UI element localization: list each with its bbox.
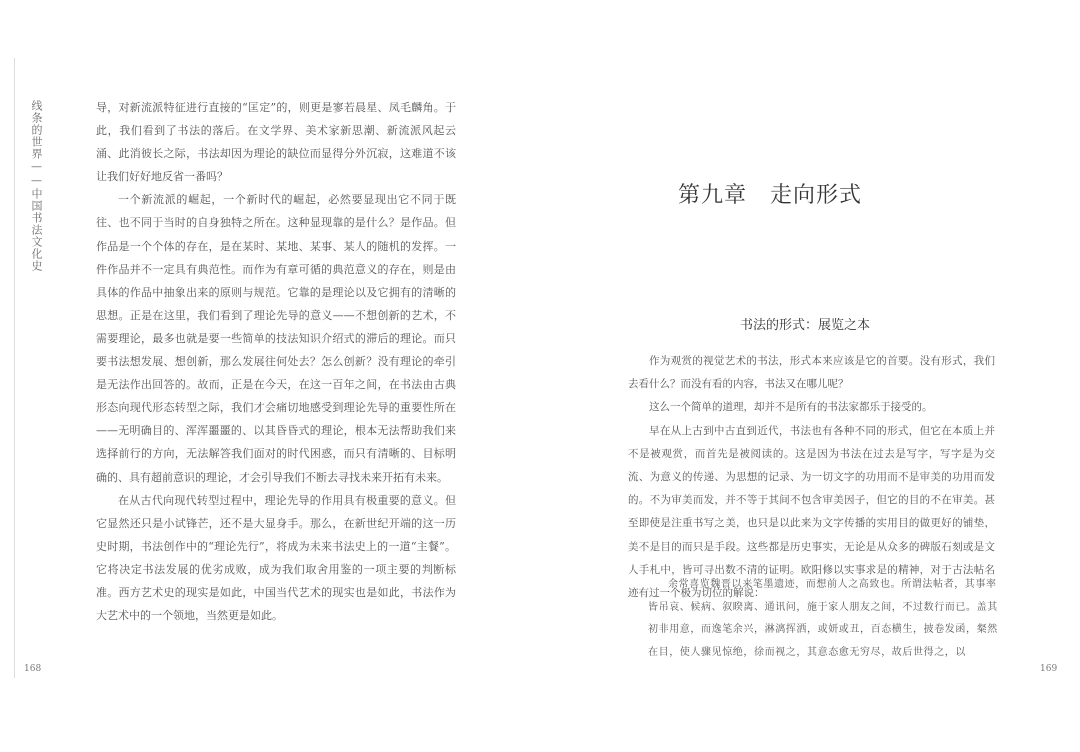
left-paragraph-1: 导，对新流派特征进行直接的“匡定”的，则更是寥若晨星、凤毛麟角。于此，我们看到了书法的落后。在文学界、美术家新思潮、新流派风起云涌、此消彼长之际，书法却因为理论的缺位而显得分外沉寂，这难道不该让我们好好地反省一番吗？ (96, 101, 456, 184)
running-head-vertical: 线条的世界——中国书法文化史 (30, 100, 43, 272)
section-title: 书法的形式：展览之本 (739, 318, 870, 333)
chapter-title: 第九章 走向形式 (677, 183, 862, 208)
page-number-left: 168 (24, 664, 42, 674)
quote-text: 余常喜览魏晋以来笔墨遗迹，而想前人之高致也。所谓法帖者，其事率皆吊哀、候病、叙睽离、通讯问，施于家人朋友之间，不过数行而已。盖其初非用意，而逸笔余兴，淋漓挥洒，或妍或丑，百态横生，披卷发函，粲然在目，使人骤见惊绝，徐而视之，其意态愈无穷尽，故后世得之，以 (648, 579, 998, 658)
block-quote (648, 574, 998, 664)
left-paragraph-3: 在从古代向现代转型过程中，理论先导的作用具有极重要的意义。但它显然还只是小试锋芒，还不是大显身手。那么，在新世纪开端的这一历史时期，书法创作中的“理论先行”，将成为未来书法史上的一道“主餐”。它将决定书法发展的优劣成败，成为我们取舍用鉴的一项主要的判断标准。西方艺术史的现实是如此，中国当代艺术的现实也是如此，书法作为大艺术中的一个领地，当然更是如此。 (96, 493, 456, 623)
right-paragraph-2: 这么一个简单的道理，却并不是所有的书法家都乐于接受的。 (649, 401, 933, 414)
right-page-body (628, 350, 995, 605)
page-number-right: 169 (1040, 664, 1058, 674)
right-paragraph-1: 作为观赏的视觉艺术的书法，形式本来应该是它的首要。没有形式，我们去看什么？而没有看的内容，书法又在哪儿呢？ (628, 355, 995, 391)
left-page-body (96, 96, 456, 627)
margin-rule (14, 58, 15, 678)
left-paragraph-2: 一个新流派的崛起，一个新时代的崛起，必然要显现出它不同于既往、也不同于当时的自身独特之所在。这种显现靠的是什么？是作品。但作品是一个个体的存在，是在某时、某地、某事、某人的随机的发挥。一件作品并不一定具有典范性。而作为有章可循的典范意义的存在，则是由具体的作品中抽象出来的原则与规范。它靠的是理论以及它拥有的清晰的思想。正是在这里，我们看到了理论先导的意义——不想创新的艺术，不需要理论，最多也就是要一些简单的技法知识介绍式的滞后的理论。而只要书法想发展、想创新，那么发展往何处去？怎么创新？没有理论的牵引是无法作出回答的。故而，正是在今天，在这一百年之间，在书法由古典形态向现代形态转型之际，我们才会痛切地感受到理论先导的重要性所在——无明确目的、浑浑噩噩的、以其昏昏式的理论，根本无法帮助我们来选择前行的方向，无法解答我们面对的时代困惑，而只有清晰的、目标明确的、具有超前意识的理论，才会引导我们不断去寻找未来开拓有未来。 (96, 193, 456, 484)
right-paragraph-3: 早在从上古到中古直到近代，书法也有各种不同的形式，但它在本质上并不是被观赏，而首先是被阅读的。这是因为书法在过去是写字，写字是为交流、为意义的传递、为思想的记录、为一切文字的功用而不是审美的功用而发的。不为审美而发，并不等于其间不包含审美因子，但它的目的不在审美。甚至即使是注重书写之美，也只是以此来为文字传播的实用目的做更好的铺垫，美不是目的而只是手段。这些都是历史事实，无论是从众多的碑版石刻或是文人手札中，皆可寻出数不清的证明。欧阳修以实事求是的精神，对于古法帖名迹有过一个极为切位的解说： (628, 424, 995, 600)
